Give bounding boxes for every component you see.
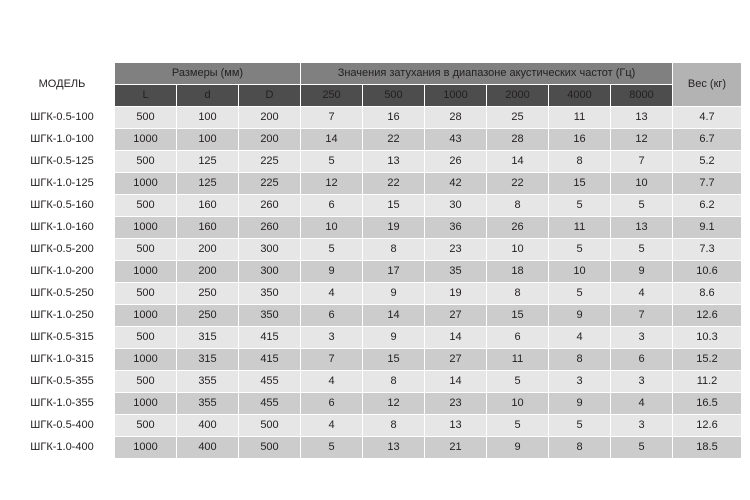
- cell-model: ШГК-0.5-200: [10, 239, 115, 261]
- cell-value: 42: [425, 173, 487, 195]
- cell-value: 16.5: [673, 393, 742, 415]
- cell-value: 350: [239, 283, 301, 305]
- cell-value: 300: [239, 239, 301, 261]
- cell-value: 12.6: [673, 305, 742, 327]
- cell-value: 6: [301, 195, 363, 217]
- cell-value: 15.2: [673, 349, 742, 371]
- cell-value: 3: [611, 371, 673, 393]
- cell-value: 315: [177, 327, 239, 349]
- cell-value: 5: [301, 239, 363, 261]
- cell-value: 5: [487, 415, 549, 437]
- cell-value: 200: [177, 239, 239, 261]
- cell-value: 125: [177, 173, 239, 195]
- cell-value: 9: [549, 393, 611, 415]
- table-head: [10, 63, 742, 107]
- cell-model: ШГК-0.5-400: [10, 415, 115, 437]
- cell-value: 8: [487, 283, 549, 305]
- cell-value: 26: [425, 151, 487, 173]
- cell-value: 4: [301, 371, 363, 393]
- cell-value: 9: [487, 437, 549, 459]
- cell-value: 7: [611, 305, 673, 327]
- header-row-groups: [10, 63, 742, 85]
- cell-model: ШГК-0.5-355: [10, 371, 115, 393]
- cell-value: 5: [301, 437, 363, 459]
- cell-value: 500: [115, 195, 177, 217]
- cell-value: 8: [487, 195, 549, 217]
- column-header-freq-1000: 1000: [425, 85, 487, 107]
- cell-value: 27: [425, 349, 487, 371]
- cell-value: 4: [301, 415, 363, 437]
- cell-value: 10.6: [673, 261, 742, 283]
- cell-value: 5: [611, 195, 673, 217]
- cell-value: 12: [301, 173, 363, 195]
- cell-model: ШГК-0.5-100: [10, 107, 115, 129]
- cell-value: 11.2: [673, 371, 742, 393]
- cell-value: 10: [611, 173, 673, 195]
- column-header-length: L: [115, 85, 177, 107]
- cell-value: 9.1: [673, 217, 742, 239]
- cell-value: 6: [487, 327, 549, 349]
- table-row: [10, 107, 742, 129]
- column-header-outer-diameter: D: [239, 85, 301, 107]
- cell-value: 10: [301, 217, 363, 239]
- cell-model: ШГК-1.0-160: [10, 217, 115, 239]
- cell-value: 5: [549, 283, 611, 305]
- table-row: [10, 217, 742, 239]
- table-row: [10, 327, 742, 349]
- cell-value: 455: [239, 393, 301, 415]
- cell-model: ШГК-0.5-250: [10, 283, 115, 305]
- cell-value: 500: [239, 415, 301, 437]
- cell-value: 16: [363, 107, 425, 129]
- cell-value: 500: [115, 283, 177, 305]
- table-row: [10, 173, 742, 195]
- cell-value: 8.6: [673, 283, 742, 305]
- cell-value: 5: [549, 195, 611, 217]
- cell-value: 1000: [115, 437, 177, 459]
- table-row: [10, 151, 742, 173]
- cell-value: 500: [115, 415, 177, 437]
- cell-value: 1000: [115, 129, 177, 151]
- table-row: [10, 261, 742, 283]
- cell-value: 260: [239, 217, 301, 239]
- cell-value: 27: [425, 305, 487, 327]
- cell-value: 260: [239, 195, 301, 217]
- cell-model: ШГК-0.5-125: [10, 151, 115, 173]
- column-header-freq-250: 250: [301, 85, 363, 107]
- table-row: [10, 239, 742, 261]
- cell-value: 43: [425, 129, 487, 151]
- cell-value: 14: [425, 327, 487, 349]
- cell-value: 9: [549, 305, 611, 327]
- column-header-freq-2000: 2000: [487, 85, 549, 107]
- cell-value: 13: [425, 415, 487, 437]
- cell-value: 15: [363, 195, 425, 217]
- cell-value: 225: [239, 151, 301, 173]
- column-group-header-attenuation: Значения затухания в диапазоне акустических частот (Гц): [301, 63, 673, 85]
- table-row: [10, 415, 742, 437]
- cell-value: 350: [239, 305, 301, 327]
- cell-value: 7: [301, 349, 363, 371]
- cell-value: 13: [611, 107, 673, 129]
- cell-value: 5: [611, 239, 673, 261]
- cell-value: 400: [177, 415, 239, 437]
- cell-value: 3: [549, 371, 611, 393]
- cell-value: 5: [549, 239, 611, 261]
- cell-value: 1000: [115, 217, 177, 239]
- cell-value: 7.7: [673, 173, 742, 195]
- cell-model: ШГК-0.5-160: [10, 195, 115, 217]
- cell-value: 36: [425, 217, 487, 239]
- cell-value: 455: [239, 371, 301, 393]
- cell-value: 8: [549, 349, 611, 371]
- cell-value: 9: [611, 261, 673, 283]
- header-row-subcolumns: [10, 85, 742, 107]
- cell-value: 200: [177, 261, 239, 283]
- cell-value: 8: [363, 371, 425, 393]
- cell-model: ШГК-1.0-250: [10, 305, 115, 327]
- cell-value: 160: [177, 195, 239, 217]
- cell-value: 4: [611, 393, 673, 415]
- cell-model: ШГК-1.0-400: [10, 437, 115, 459]
- cell-model: ШГК-1.0-355: [10, 393, 115, 415]
- cell-value: 23: [425, 393, 487, 415]
- cell-value: 9: [301, 261, 363, 283]
- cell-value: 225: [239, 173, 301, 195]
- cell-value: 160: [177, 217, 239, 239]
- cell-value: 6: [611, 349, 673, 371]
- cell-value: 8: [549, 437, 611, 459]
- cell-value: 12.6: [673, 415, 742, 437]
- cell-value: 3: [611, 327, 673, 349]
- cell-value: 23: [425, 239, 487, 261]
- cell-value: 1000: [115, 261, 177, 283]
- cell-value: 100: [177, 129, 239, 151]
- cell-value: 15: [549, 173, 611, 195]
- cell-value: 5: [487, 371, 549, 393]
- cell-model: ШГК-1.0-315: [10, 349, 115, 371]
- table-row: [10, 129, 742, 151]
- cell-value: 125: [177, 151, 239, 173]
- cell-value: 355: [177, 371, 239, 393]
- cell-value: 250: [177, 283, 239, 305]
- cell-value: 16: [549, 129, 611, 151]
- cell-value: 10: [487, 393, 549, 415]
- cell-value: 355: [177, 393, 239, 415]
- cell-value: 28: [487, 129, 549, 151]
- cell-value: 5: [301, 151, 363, 173]
- cell-value: 14: [425, 371, 487, 393]
- cell-value: 500: [115, 107, 177, 129]
- cell-value: 6.7: [673, 129, 742, 151]
- cell-value: 12: [363, 393, 425, 415]
- cell-value: 250: [177, 305, 239, 327]
- cell-value: 4: [611, 283, 673, 305]
- cell-value: 415: [239, 327, 301, 349]
- cell-value: 200: [239, 107, 301, 129]
- cell-value: 19: [425, 283, 487, 305]
- cell-value: 5.2: [673, 151, 742, 173]
- cell-value: 25: [487, 107, 549, 129]
- cell-value: 14: [301, 129, 363, 151]
- column-header-inner-diameter: d: [177, 85, 239, 107]
- cell-value: 400: [177, 437, 239, 459]
- cell-value: 19: [363, 217, 425, 239]
- cell-value: 8: [363, 239, 425, 261]
- cell-value: 3: [611, 415, 673, 437]
- cell-value: 100: [177, 107, 239, 129]
- cell-value: 30: [425, 195, 487, 217]
- cell-value: 4: [549, 327, 611, 349]
- cell-value: 500: [239, 437, 301, 459]
- cell-value: 22: [363, 173, 425, 195]
- table-row: [10, 195, 742, 217]
- table-row: [10, 371, 742, 393]
- cell-value: 14: [487, 151, 549, 173]
- cell-value: 12: [611, 129, 673, 151]
- table-body: [10, 107, 742, 459]
- cell-value: 5: [549, 415, 611, 437]
- cell-model: ШГК-1.0-100: [10, 129, 115, 151]
- cell-value: 500: [115, 371, 177, 393]
- cell-value: 18: [487, 261, 549, 283]
- cell-value: 26: [487, 217, 549, 239]
- column-header-freq-8000: 8000: [611, 85, 673, 107]
- cell-value: 35: [425, 261, 487, 283]
- cell-value: 13: [611, 217, 673, 239]
- cell-value: 200: [239, 129, 301, 151]
- column-group-header-dimensions: Размеры (мм): [115, 63, 301, 85]
- cell-value: 4: [301, 283, 363, 305]
- cell-model: ШГК-0.5-315: [10, 327, 115, 349]
- cell-value: 1000: [115, 393, 177, 415]
- cell-value: 9: [363, 283, 425, 305]
- cell-value: 315: [177, 349, 239, 371]
- cell-value: 4.7: [673, 107, 742, 129]
- cell-value: 22: [363, 129, 425, 151]
- cell-value: 1000: [115, 173, 177, 195]
- cell-value: 10: [487, 239, 549, 261]
- cell-value: 6: [301, 393, 363, 415]
- cell-value: 8: [549, 151, 611, 173]
- cell-value: 9: [363, 327, 425, 349]
- cell-value: 1000: [115, 349, 177, 371]
- column-header-freq-4000: 4000: [549, 85, 611, 107]
- column-header-model: МОДЕЛЬ: [10, 63, 115, 107]
- cell-value: 15: [487, 305, 549, 327]
- cell-value: 500: [115, 151, 177, 173]
- cell-value: 7.3: [673, 239, 742, 261]
- table-row: [10, 393, 742, 415]
- table-row: [10, 349, 742, 371]
- cell-value: 13: [363, 437, 425, 459]
- cell-value: 11: [487, 349, 549, 371]
- cell-value: 18.5: [673, 437, 742, 459]
- column-header-freq-500: 500: [363, 85, 425, 107]
- cell-value: 17: [363, 261, 425, 283]
- cell-value: 300: [239, 261, 301, 283]
- table-row: [10, 437, 742, 459]
- cell-value: 500: [115, 239, 177, 261]
- cell-value: 7: [611, 151, 673, 173]
- cell-value: 10.3: [673, 327, 742, 349]
- cell-value: 15: [363, 349, 425, 371]
- cell-value: 8: [363, 415, 425, 437]
- table-row: [10, 305, 742, 327]
- cell-value: 1000: [115, 305, 177, 327]
- cell-value: 415: [239, 349, 301, 371]
- cell-value: 22: [487, 173, 549, 195]
- cell-value: 10: [549, 261, 611, 283]
- cell-value: 11: [549, 107, 611, 129]
- cell-value: 11: [549, 217, 611, 239]
- cell-value: 21: [425, 437, 487, 459]
- table-row: [10, 283, 742, 305]
- cell-value: 7: [301, 107, 363, 129]
- cell-value: 3: [301, 327, 363, 349]
- cell-value: 14: [363, 305, 425, 327]
- attenuation-spec-table: [9, 62, 742, 459]
- cell-value: 5: [611, 437, 673, 459]
- cell-model: ШГК-1.0-200: [10, 261, 115, 283]
- cell-value: 6: [301, 305, 363, 327]
- column-header-weight: Вес (кг): [673, 63, 742, 107]
- cell-model: ШГК-1.0-125: [10, 173, 115, 195]
- cell-value: 500: [115, 327, 177, 349]
- cell-value: 13: [363, 151, 425, 173]
- cell-value: 6.2: [673, 195, 742, 217]
- cell-value: 28: [425, 107, 487, 129]
